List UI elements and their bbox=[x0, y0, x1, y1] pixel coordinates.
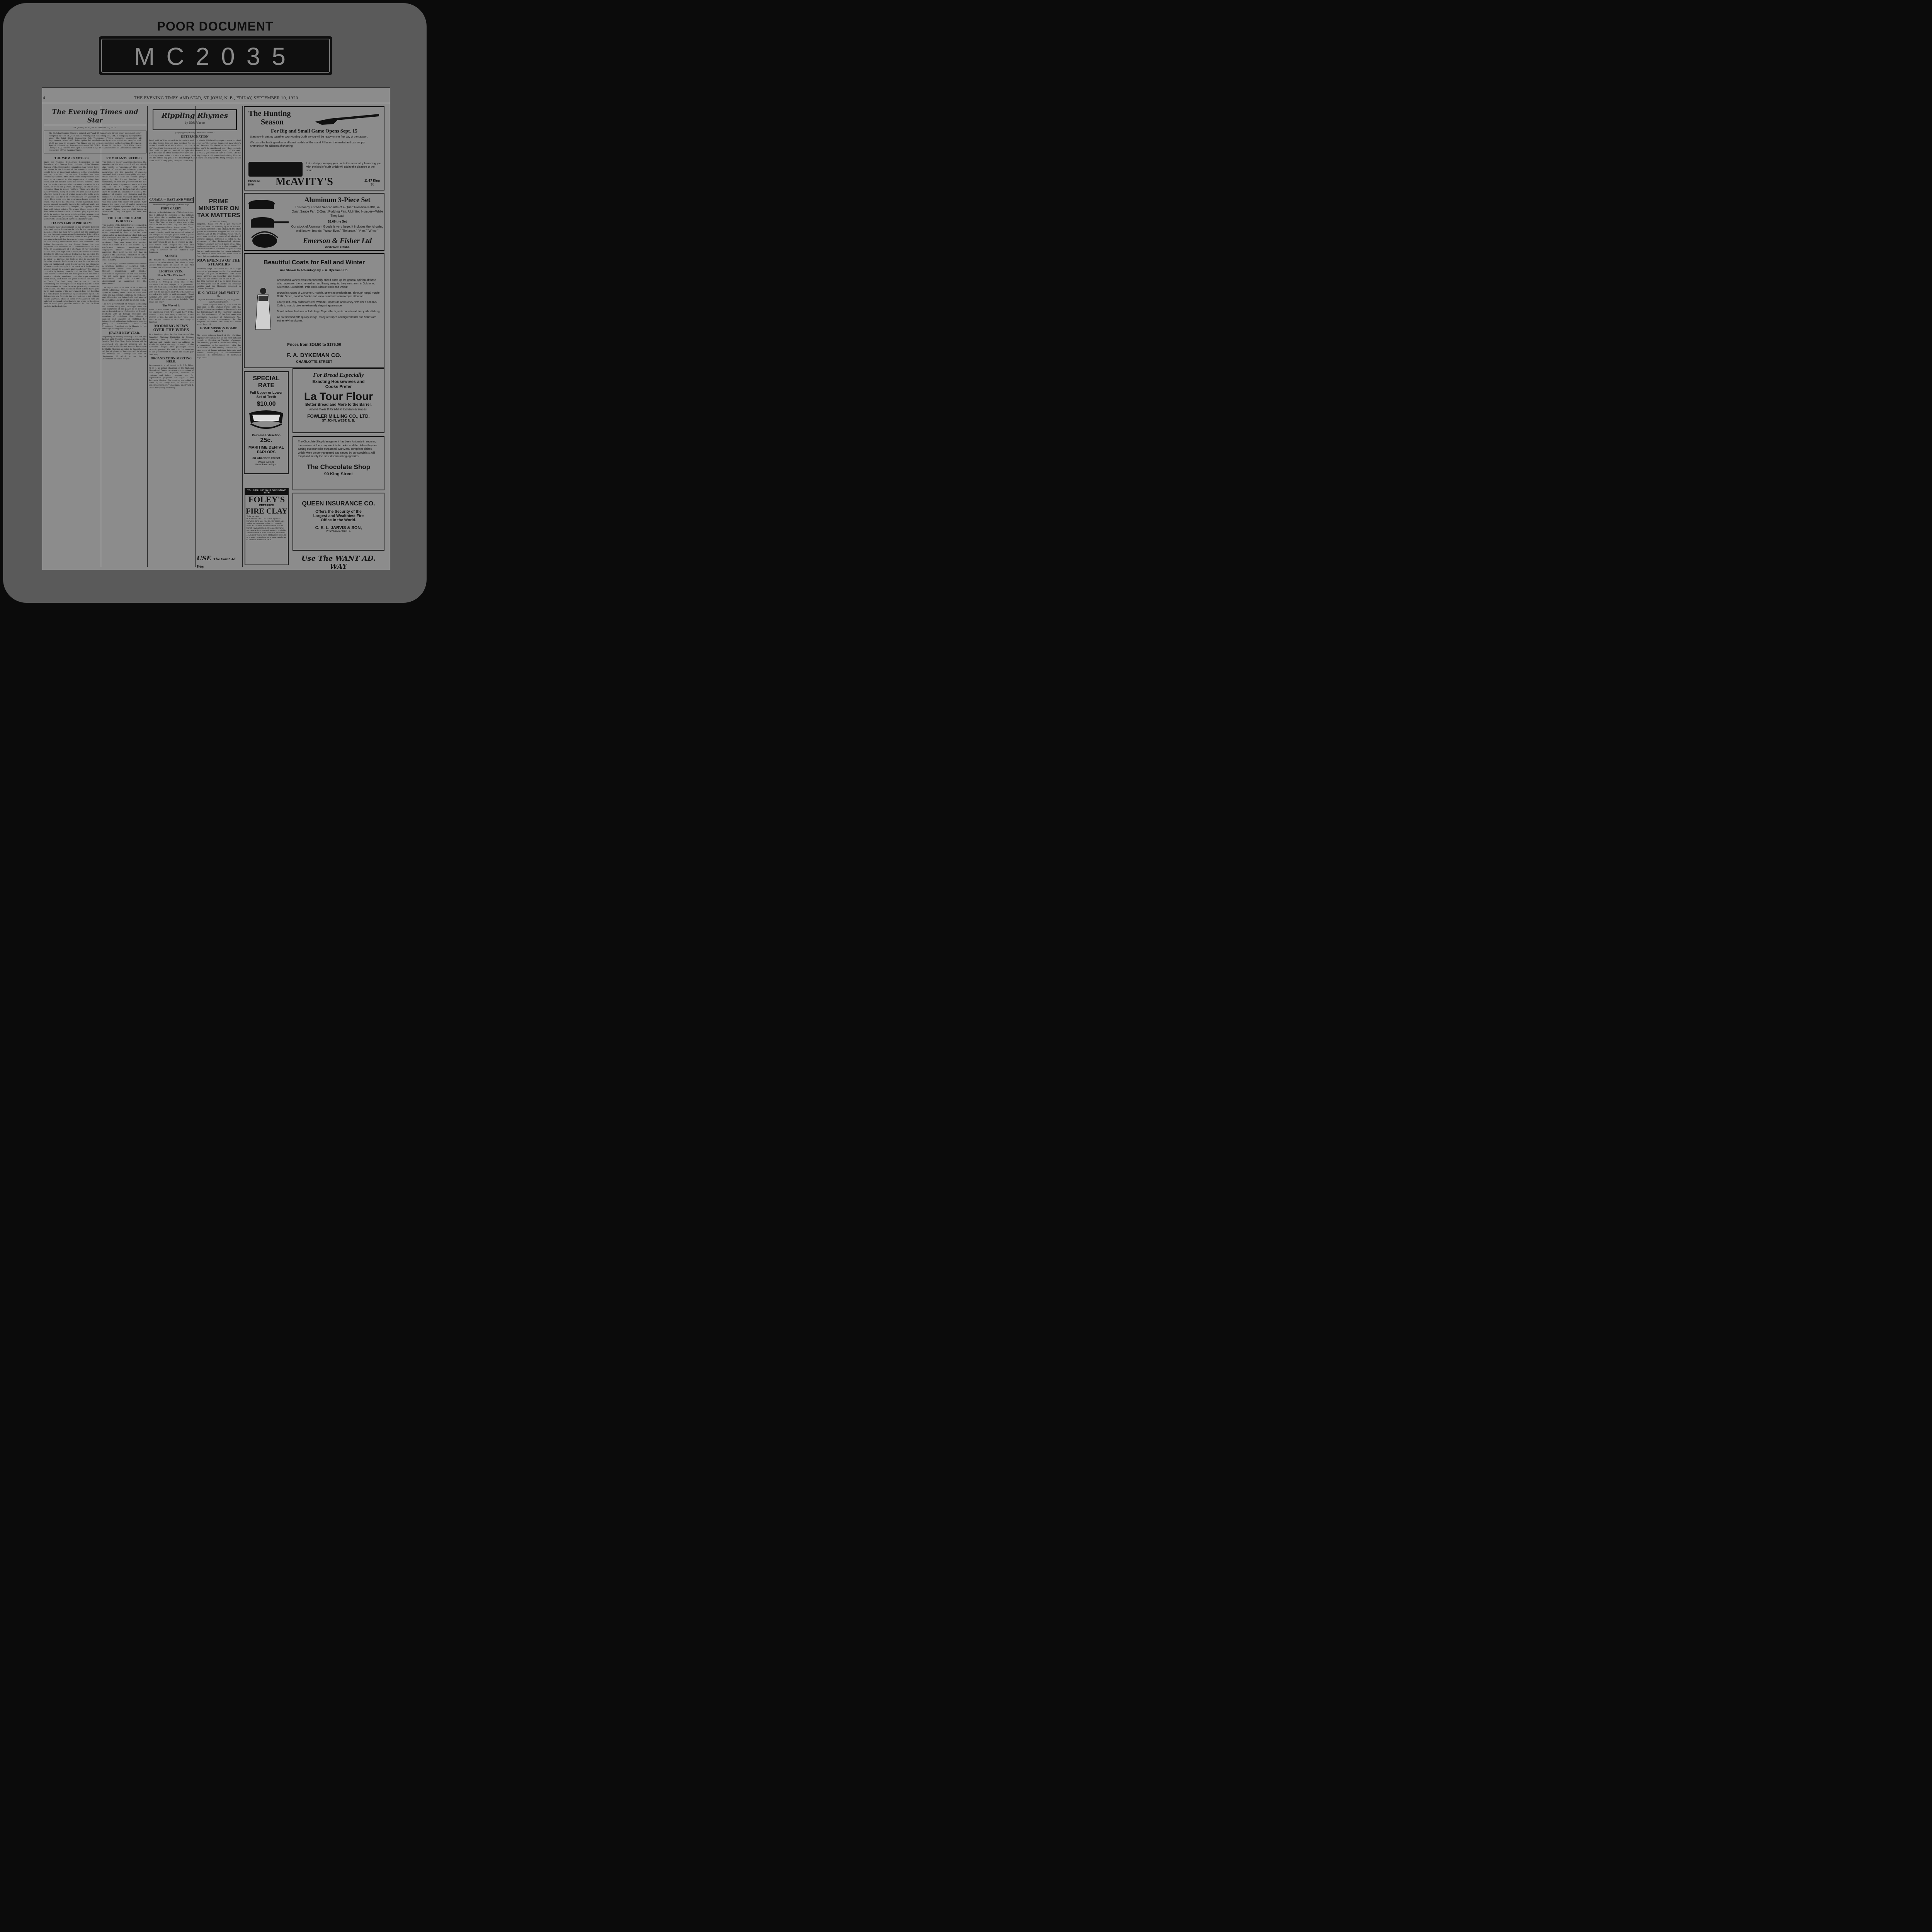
article-wells: H. G. Wells, English novelist, may make his first visit to the United States with the British delegation coming to help celebrate the tercentenary of the Pilgrims' Landing and the anniversary of the first American Legislative Assembly at Jamestown, Va., according to an announcement by the Sulgrave Institution. The party will arrive about Sept. 18. bbox=[197, 303, 241, 326]
shell-icon bbox=[248, 162, 303, 177]
ad-la-tour-flour bbox=[293, 368, 384, 433]
dykeman-name: F. A. DYKEMAN CO. bbox=[287, 352, 342, 359]
queen-title: QUEEN INSURANCE CO. bbox=[302, 500, 375, 507]
canada-subtitle: Dominion Happenings of Other Days bbox=[153, 204, 189, 206]
dental-address: 38 Charlotte Street bbox=[252, 456, 280, 460]
aluminum-p2: Our stock of Aluminum Goods is very large. It includes the following well known brands: "Wear-Ever," "Reliance," "Viko," "Wrico." bbox=[291, 225, 384, 233]
hunting-title-2: Season bbox=[261, 118, 284, 126]
article-fort-garry: Visitors to the thriving city of Winnipeg today find it difficult to conceive of the difficult days when the struggling post where the great city stands now was known as Fort Garry. The West of the old days was in the hands of the Hudson's Bay and the North West companies—bitter trade rivals. Their fur-trading posts became objectives for armed attacks, until the eventual union of the companies brought peace. Such a place was Fort Garry. Old Fort Garry was the seat of what government there was in the west in the early times. It had been erected in 1821 after which Fort Douglas was sold and abandoned. It was named after Nicholas Garry, a director of the Hudson's Bay Company. bbox=[149, 211, 194, 253]
article-organization-meeting: In response to a call issued by L. P. D. Tilley, M. P. P., as acting chairman of the National Liberal and Conservative party, supporters of Hon. Rupert W. Wigmore, minister of customs and inland revenue, met for organization purposes last night at the Seamen's Mission. The meeting was called to order by Mr. Tilley who, on motion, was appointed temporary chairman, and Frank T. Lewis temporary secretary. bbox=[149, 364, 194, 389]
emerson-fisher-address: 25 GERMAIN STREET. bbox=[325, 246, 350, 248]
fowler-address: ST. JOHN, WEST, N. B. bbox=[322, 419, 355, 422]
queen-line2: Largest and Wealthiest Fire bbox=[313, 514, 364, 518]
foley-dealers: W. H. Thorne & Co., Ltd., Market Square. T. McAvity & Sons, Ltd., King St. J. E. Wilson, Ltd., Sydney St. Emerson & Fisher, Ltd., Germain Street. D. J. Barrett, 155 Union Street. Geo. W. Morrell, Haymarket Sq. J. M. Logan, Haymarket Sq. Quinn and Co., 415 Main Street. C. H. Ritchie, 320 Main Street. P. Nase & Son, Ltd., Indiantown. J. A. Lipsett, Variety Store, 283 Brussels Street. H. G. Enslow, 1 Brussels Street. J. Stout, Fairville. W. E. Emerson, 81 Union St., W. E. bbox=[247, 518, 286, 541]
queen-line3: Office in the World. bbox=[321, 518, 356, 522]
coats-p4: Novel fashion features include large Cape effects, wide panels and fancy silk stitching. bbox=[277, 310, 381, 313]
article-harbor-globe: The Globe says: 'Harbor commission offered a practical method of securing harbor development under local control, but through government aid.' Harbor commission as proposed is not local control. The act takes away local control. The commission could only proceed with development as approved by the government. bbox=[102, 263, 146, 285]
queen-agents: PROVINCIAL AGENTS. bbox=[326, 530, 351, 532]
headline-italy-labor: ITALY'S LABOR PROBLEM bbox=[51, 221, 92, 225]
column-rule bbox=[242, 106, 243, 567]
headline-fort-garry: FORT GARRY. bbox=[161, 207, 182, 211]
ad-dykeman-coats bbox=[244, 253, 384, 368]
microfilm-code: MC2035 bbox=[101, 39, 330, 73]
headline-home-mission: HOME MISSION BOARD MEET bbox=[200, 327, 238, 333]
headline-morning-news: MORNING NEWS OVER THE WIRES bbox=[153, 325, 189, 333]
dental-name: MARITIME DENTAL PARLORS bbox=[248, 446, 284, 454]
coats-body bbox=[277, 279, 381, 323]
article-chicken: While the Methodist Conference was meeting in Winnipeg lately one of the ministers had late supper at a prominent café and had some extra fine chicken served him. Next evening he took three brethren with him to the place, and when the waitress arrived at the table he said pleasantly: 'Good evening! And how is the chicken tonight?' 'Pite, kiddo!' she answered, as brightly, 'And how's the boy?' bbox=[149, 278, 194, 303]
mcavitys-address: 11-17 King St bbox=[364, 179, 380, 186]
nameplate: The Evening Times and Star bbox=[44, 108, 146, 125]
shotgun-icon bbox=[314, 111, 380, 126]
dateline: ST. JOHN, N. B., SEPTEMBER 10, 1920. bbox=[73, 127, 117, 129]
article-jewish-new-year: Beginning on Sunday evening at sun set and lasting until Tuesday evening at sun set the Jewish Civil New Year, Rosh Ashona will be celebrated and special services will be conducted in the Hazen avenue Synagogue by Rabbi Fletcher as sisted by Rabbi Levine. All Jewish places of business will be closed on Monday and Tuesday and also on September 22 which is the day of Atonement or Yom's Kipper. bbox=[102, 335, 146, 361]
aluminum-price: $3.69 the Set bbox=[328, 220, 347, 223]
dental-hours: Hours 9 a.m. to 9 p.m. bbox=[255, 464, 278, 466]
foley-prepared: PREPARED bbox=[259, 504, 274, 507]
coats-p2: Brown in shades of Cinnamon, Rookie, seems to predominate, although Regal Purple, Bottle Green, London Smoke and various mixtures claim equal attention. bbox=[277, 292, 381, 298]
microfilm-code-plate bbox=[99, 36, 332, 75]
coats-p5: All are finished with quality linings, many of striped and figured Silks and Satins are extremely handsome. bbox=[277, 316, 376, 322]
kettle-icon bbox=[246, 195, 289, 250]
ad-hunting-season bbox=[244, 106, 384, 190]
column-2 bbox=[102, 156, 146, 565]
coats-title: Beautiful Coats for Fall and Winter bbox=[263, 259, 365, 266]
foley-had: To be had at— bbox=[247, 515, 259, 518]
hunting-title-1: The Hunting bbox=[248, 109, 291, 118]
page-number: 4 bbox=[43, 96, 46, 100]
poem-text: Jonah said he'd bet some kale he could travel in a whale. All the village sports were shocked and they jeered him and they mocked: 'No one ever yet,' they cried, 'journeyed in a whale's inside. It would be all kinds of fun, but, alas, it can't be done. For the fish's throat so small it can't hold big things at all; even if you got inside, you'd be smothered now,' they chirped. 'You could not get out, and all too tight that stomach vault,' answered Jonah, off the reel. 'Just because no other mortal ever travelled in a whale, you insist it can't be done. Oft the doubting crowd cries out, fish is so small, hold big things at all, even the doubting Thomas and the others say, Jonah, but I'll attempt it, and you'll see. I'll play the thing through, doubt or no, and I'll keep going though cranks bray.' bbox=[149, 139, 241, 162]
wells-subtitle: English Novelist Expected to Join Pilgrims' Landing Delegation. bbox=[197, 298, 240, 304]
flour-name: La Tour Flour bbox=[304, 390, 373, 402]
flour-line3: Better Bread and More to the Barrel. bbox=[305, 403, 372, 407]
ad-maritime-dental bbox=[244, 371, 289, 474]
aluminum-p1: This handy Kitchen Set consists of 4-Quart Preserve Kettle, 4-Quart Sauce Pan, 2-Quart Pudding Pan. A Limited Number—While They Last bbox=[291, 206, 383, 218]
masthead bbox=[42, 96, 390, 103]
flour-line1: For Bread Especially bbox=[313, 372, 364, 378]
dental-phone: Phone 2789-21 bbox=[258, 461, 274, 464]
newspaper-page bbox=[42, 87, 390, 570]
column-3 bbox=[149, 197, 194, 565]
hunting-p1: Start now in getting together your Hunting Outfit so you will be ready on the first day of the season. bbox=[250, 136, 368, 138]
hunting-sub: For Big and Small Game Opens Sept. 15 bbox=[271, 128, 357, 134]
flour-line2: Exacting Housewives and Cooks Prefer bbox=[312, 379, 365, 389]
coats-sub: Are Shown to Advantage by F. A. Dykeman Co. bbox=[280, 269, 349, 272]
headline-women-voters: THE WOMEN VOTERS bbox=[54, 156, 89, 160]
article-home-mission: The home mission board of the Maritime Baptist Convention met in the first national church in Moncton on Tuesday afternoon. The meeting passed a resolution calling for a committee to be appointed, with the ratification of the coming convention, to take care of home mission interests and prevent overlapping of denominational interests in communities of restricted population. bbox=[197, 334, 241, 359]
rippling-rhymes-banner bbox=[153, 109, 237, 130]
hunting-p3: Let us help you enjoy your hunts this season by furnishing you with the kind of outfit which will add to the pleasure of the sport. bbox=[306, 162, 381, 172]
poem-title: DETERMINATION bbox=[181, 135, 209, 139]
headline-lighter-vein: LIGHTER VEIN. bbox=[159, 269, 183, 273]
coats-p3: Lovely soft, cosy collars of Seal, Wombat, Opossum and Coney, with deep turnback Cuffs to match, give an extremely elegant appearance. bbox=[277, 301, 378, 307]
headline-stimulants: STIMULANTS NEEDED. bbox=[106, 156, 143, 160]
rippling-rhymes-section bbox=[149, 108, 241, 195]
dental-price: $10.00 bbox=[257, 401, 276, 407]
poor-document-label: POOR DOCUMENT bbox=[157, 19, 274, 33]
mcavitys-name: McAVITY'S bbox=[276, 176, 333, 188]
flour-line4: Phone West 8 for Mill to Consumer Prices. bbox=[309, 408, 368, 411]
publisher-box: The St. John Evening Times is printed at 27 and 29 Canterbury Street, every evening (Sunday excepted) by The St. John Times Printing and Publishing Co., Ltd., a company incorporated under the Joint Stock Companies Act. Telephones—Private exchange connecting all departments, Main 2417. Subscription Prices—Delivered by carrier, $4.00 per year; by mail, $3.00 per year in advance. The Times has the largest circulation in the Maritime Provinces. Special Advertising Representatives—NEW YORK, Frank R. Northrup, 303 Fifth Ave.—Chicago, E. J. Powers, Manager, Association Bldg. The Audit Bureau of Circulation audits the circulation of The Evening Times. bbox=[44, 131, 146, 153]
editorial-header bbox=[44, 108, 146, 154]
dykeman-address: CHARLOTTE STREET bbox=[296, 360, 332, 364]
want-ad-small bbox=[197, 554, 241, 567]
article-stimulants: The Globe is deeply concerned because the members of the city council will not attach due weight to 'assurances.' Has not the minister of marine and fisheries given our assurance, and the minister of customs another? And are not these glibly eloquent? What matters it that the solemn pledges given by Sir Robert Borden is still unfulfilled, or that the government has not fulfilled a solemn agreement made with the city in 1911? Pledges and signed agreements may be broken, but who would dare to doubt an assurance? Besides, the minister of marine and fisheries and the minister of customs will hold office forever, and there is not a shadow of fear that they will ever arise who knew not Joseph. Why ignore the pure gold of verbal assurance because a signed agreement is but a scrap of paper? Behold how we shall fatten on assurances. They are good for man and beast. bbox=[102, 161, 146, 216]
column-1 bbox=[44, 156, 99, 565]
headline-wells: H. G. WELLS' MAY VISIT U. S. bbox=[198, 291, 240, 298]
foley-fireclay: FIRE CLAY bbox=[246, 507, 287, 515]
hunting-phone: 'Phone M. 2540 bbox=[248, 180, 260, 186]
foley-name: FOLEY'S bbox=[248, 495, 285, 504]
dental-sub: Full Upper or Lower Set of Teeth bbox=[250, 391, 283, 399]
prime-source: (Canadian Press) bbox=[210, 221, 227, 223]
ad-chocolate-shop bbox=[293, 436, 384, 490]
dental-extraction: Painless Extraction bbox=[252, 434, 281, 437]
headline-churches-industry: THE CHURCHES AND INDUSTRY. bbox=[107, 216, 141, 223]
column-4 bbox=[197, 197, 241, 548]
emerson-fisher-name: Emerson & Fisher Ltd bbox=[303, 237, 372, 245]
aluminum-title: Aluminum 3-Piece Set bbox=[304, 196, 371, 204]
want-ad-small-rest: The Want Ad Way bbox=[197, 557, 236, 568]
article-buffalo: The city of Buffalo is said to be in need of 2,500 additional houses, Rochester, from 5,500 to 6,000; other cities in New York state are in a similar condition. In Rochester only thirty-five are being built, and most of these will be sold at $7,000 to $9,000 each. bbox=[102, 286, 146, 301]
want-ad-big: Use The WANT AD. WAY bbox=[301, 554, 376, 571]
article-way-of-it: When a man meets a girl, he asks himself two questions. First: 'Do I want her?' If the answer is 'No,' that story is finished. If the answer is 'Yes,' he asks another: 'Can I get her?' If the answer is 'No,' that story is finished. bbox=[149, 309, 194, 324]
headline-sussex: SUSSEX bbox=[165, 254, 177, 258]
coats-price: Prices from $24.50 to $175.00 bbox=[287, 343, 341, 347]
queen-agent: C. E. L. JARVIS & SON, bbox=[315, 526, 362, 530]
article-steamers: Montreal, Sept. 10—There will be a large amount of passenger traffic this week-end through the port of Montreal, with three liners arriving on Saturday and Sunday. They are the Protesilaus of the C. P. O. S. due this morning at 8 a. m. from Glasgow, the Metagama due at Quebec on Saturday evening and the Megantic expected in Quebec Saturday. bbox=[197, 268, 241, 290]
headline-prime-minister: PRIME MINISTER ON TAX MATTERS bbox=[197, 198, 240, 219]
poem-sussex: The flowers that blossom in Sussex, they blossom no otherwhere; The winds of only Sussex blow quite so sweet an air; And nowhere out of Sussex are any hills so fair. bbox=[149, 259, 194, 269]
ad-queen-insurance bbox=[293, 493, 384, 551]
copyright-line: (Copyright by George Matthew Adams.) bbox=[175, 132, 214, 134]
column-rule bbox=[147, 106, 148, 567]
article-morning-news: At a luncheon given by the directors of the Canadian National Exhibition in Toronto yesterday, Hon. J. D. Reid, minister of railways and canals, gave an address in which he spoke strongly in favor of the increased freight and passenger rates recently granted. He said it is the intention of the government to make the roads pay their way. bbox=[149, 333, 194, 356]
rippling-rhymes-author: by Walt Mason bbox=[184, 121, 205, 124]
headline-steamers: MOVEMENTS OF THE STEAMERS bbox=[197, 259, 241, 267]
article-women-voters: Since the National Democratic Convention in San Francisco, Mrs. George Bass, chairman of the Women's Bureau of the Democratic committee, has visited forty-two states in the interest of the women's vote, which should have an important influence in the presidential election, now that the national franchise has been secured by women. Mrs. Bass found many women who need to be aroused to the importance of using their votes, and she divides them into several classes. There are the society women who are more interested in the races, or week-end parties, or bridge, or other social concerns, than in public welfare. There are also the factory women, many of whom are keen about matters affecting labor, but need urging to go to the polls, while others are too tired or overburdened or ignorant to care. Then there are the apartment-house women in cities, who have no children; whose husbands make money enough to enable them to live without work, and who have some 'mentality lumpish,' occupying leisure time with trivial affairs. To arouse these women Mrs. Bass believes the women's clubs must play a great part, while in society the more public-spirited women must exert themselves judiciously, and among the factory workers the unions must carry on educative work. bbox=[44, 161, 99, 221]
chocolate-text: The Chocolate Shop Management has been fortunate in securing the services of four competent lady cooks, and the dishes they are turning out cannot be surpassed. Our Menu comprises dishes which when properly prepared and served by our specialists, will tempt and satisfy the most discriminating appetites. bbox=[298, 440, 378, 458]
woman-coat-illustration bbox=[253, 287, 272, 333]
ad-foleys-fire-clay bbox=[245, 488, 289, 565]
headline-jewish-new-year: JEWISH NEW YEAR. bbox=[109, 331, 140, 335]
queen-line1: Offers the Security of the bbox=[315, 510, 362, 514]
foley-top: YOU CAN LINE YOUR OWN STOVE WITH bbox=[245, 489, 288, 495]
hunting-p2: We carry the leading makes and latest models of Guns and Rifles on the market and can supply Ammunition for all kinds of shooting. bbox=[250, 141, 365, 148]
headline-way-of-it: The Way of It bbox=[162, 304, 180, 307]
dental-title: SPECIAL RATE bbox=[253, 375, 280, 389]
rippling-rhymes-title: Rippling Rhymes bbox=[162, 112, 228, 120]
chocolate-address: 90 King Street bbox=[324, 471, 353, 476]
coats-p1: A wonderful variety most economically priced sums up the general opinion of those who have seen them. In medium and heavy weights, they are shown in Goldtone, Silvertone, Broadcloth, Polo cloth, Blanket cloth and Velour. bbox=[277, 279, 376, 289]
article-prime-minister: Kingston, Sept. 10—At a get together banquet here last evening by W. H. Givens, managing director of the Standard, the chief guests were Premier Meighen and Sir Henry Drayton and at the Frontenac Club, where about one hundred guests of all shades of political opinion, gathered to listen to the addresses of the distinguished visitors, Premier Meighen devoted most of his time to discussing from all its angles, speaking of the methods which had been adopted during the war and comparing the course taken by the Dominion with what had been done in Great Britain and other countries. bbox=[197, 223, 241, 258]
article-italy-labor: An amazing new development in the struggle between labor and capital has arisen in Italy. In the metal trades in some cities the men have locked out the employers and are themselves operating the factories. It is as if the owner of a St. John industry went to his plant some morning to be told that he was no longer needed, except as one taking instructions from the workmen. The Italian Ambassador to the United States has thus explained the situation in a communication to New York: 'In consequence of a shortage of raw materials, lack of coal, and high cost of labor, the metal industries decided to effect a lockout. Following this decision the workers seized the factories at Milan, Turin and Genoa in order to prevent the lockout and to operate the factories directly. Such move is a new form of struggle between capital and labor, but preserves the character of an economic struggle, in as much as it is developing without resort to violence and bloodshed.' The plan of control is by factory councils, and the New York Times says that the owners for the most part have assumed a passive attitude, confident that the experiment will break down, as it did in the great works of the Massons in Turin. The first thing that occurs to one in considering the developments in Italy is that the action of the workers in these factories practically amounts to confiscation, and that Socialism must indeed have gone far in that country if the government does not feel that it is called upon to intervene. Spain is herself again. She did not win any figure in the war, but she is not without valiant warriors. There of three were awarded ears and tails last week and called back to the arena in the city of Murcia amid great popular acclaim for their brilliant exploits in the bull-ring. bbox=[44, 226, 99, 308]
fowler-company: FOWLER MILLING CO., LTD. bbox=[307, 413, 370, 419]
article-mexico: The new government of Mexico is meeting its troubles fairly well, although there are still disturbers of the peace to be rounded up. A despatch says: 'Cultivation of friendly relations with all foreign countries and creation of confidence that Mexico is anxious and capable of fulfilling her international obligations is the government's policy in international affairs, said Provisional President de la Huerta in his message to congress on Sept. 1.' bbox=[102, 303, 146, 330]
masthead-text: THE EVENING TIMES AND STAR, ST. JOHN, N. B., FRIDAY, SEPTEMBER 10, 1920 bbox=[134, 96, 298, 100]
canada-east-west-box: CANADA — EAST AND WEST bbox=[149, 197, 194, 203]
teeth-illustration bbox=[247, 409, 286, 432]
dental-price-2: 25c. bbox=[260, 437, 272, 444]
chocolate-name: The Chocolate Shop bbox=[306, 463, 371, 471]
ad-aluminum-set bbox=[244, 193, 384, 251]
headline-chicken: How Is The Chicken? bbox=[157, 274, 185, 277]
article-churches-industry: The leaders of the Interchurch Movement in the United States are urging a commission of enquiry to avert another steel strike. A report prepared by them in the last steel strike, after an investigation which followed that struggle, was fiercely assailed by the steel company as quite too favorable to the workmen. They now assert that another strike will come if it is not averted by a conference between employees and employers under federal government auspices. They point to the fact that on August 8 the American Federation of Labor decided to make a new drive to organize the steel industry. bbox=[102, 224, 146, 261]
want-ad-small-use: USE bbox=[197, 554, 211, 562]
headline-organization-meeting: ORGANIZATION MEETING HELD. bbox=[151, 357, 192, 364]
